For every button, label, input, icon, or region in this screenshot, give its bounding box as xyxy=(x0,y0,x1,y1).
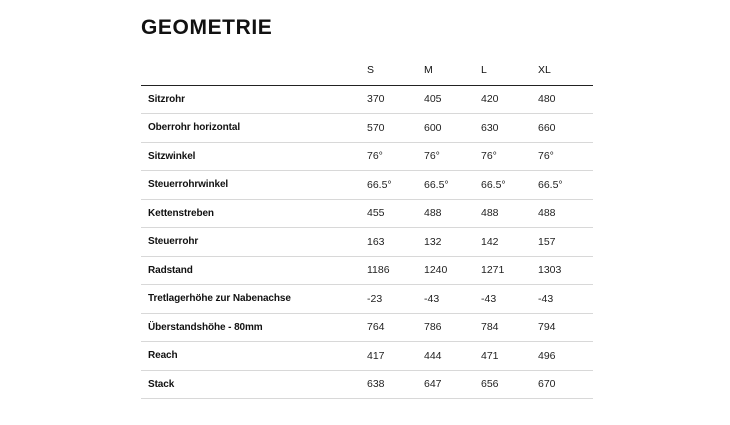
table-cell: 1303 xyxy=(538,264,562,277)
row-label: Radstand xyxy=(148,264,193,276)
column-header-xl: XL xyxy=(538,56,593,85)
row-label: Kettenstreben xyxy=(148,207,214,219)
table-cell: 66.5° xyxy=(481,178,506,191)
table-row xyxy=(141,370,593,399)
table-cell: 638 xyxy=(367,378,385,391)
table-cell: -23 xyxy=(367,292,383,305)
column-header-m: M xyxy=(424,56,481,85)
table-cell: 405 xyxy=(424,93,442,106)
table-cell: 66.5° xyxy=(424,178,449,191)
table-cell: 488 xyxy=(481,207,499,220)
table-row xyxy=(141,342,593,371)
table-cell: 1186 xyxy=(367,264,390,277)
table-cell: 630 xyxy=(481,121,499,134)
table-cell: 496 xyxy=(538,349,556,362)
table-cell: -43 xyxy=(481,292,497,305)
table-row xyxy=(141,142,593,171)
table-cell: 66.5° xyxy=(538,178,563,191)
table-cell: 455 xyxy=(367,207,385,220)
table-row xyxy=(141,285,593,314)
row-label: Tretlagerhöhe zur Nabenachse xyxy=(148,293,291,305)
table-row xyxy=(141,85,593,114)
row-label: Überstandshöhe - 80mm xyxy=(148,321,263,333)
table-cell: 570 xyxy=(367,121,385,134)
table-cell: 1271 xyxy=(481,264,505,277)
table-cell: 66.5° xyxy=(367,178,392,191)
row-label: Stack xyxy=(148,378,175,390)
table-row xyxy=(141,256,593,285)
table-row xyxy=(141,199,593,228)
table-cell: 76° xyxy=(481,150,497,163)
table-cell: 142 xyxy=(481,235,499,248)
table-cell: 660 xyxy=(538,121,556,134)
table-cell: -43 xyxy=(538,292,554,305)
page-title: GEOMETRIE xyxy=(141,16,273,39)
table-cell: 132 xyxy=(424,235,442,248)
table-row xyxy=(141,228,593,257)
row-label: Steuerrohrwinkel xyxy=(148,179,229,191)
table-cell: 488 xyxy=(538,207,556,220)
table-cell: -43 xyxy=(424,292,440,305)
table-row xyxy=(141,114,593,143)
row-label: Reach xyxy=(148,350,178,362)
table-cell: 786 xyxy=(424,321,442,334)
row-label: Sitzrohr xyxy=(148,93,185,105)
row-label: Oberrohr horizontal xyxy=(148,122,240,134)
table-cell: 656 xyxy=(481,378,499,391)
geometry-table xyxy=(141,56,593,399)
table-cell: 784 xyxy=(481,321,499,334)
table-cell: 600 xyxy=(424,121,442,134)
table-cell: 764 xyxy=(367,321,385,334)
table-header-row xyxy=(141,56,593,85)
table-cell: 76° xyxy=(424,150,440,163)
table-cell: 76° xyxy=(538,150,554,163)
column-header-s: S xyxy=(367,56,424,85)
table-cell: 370 xyxy=(367,93,385,106)
column-header-label xyxy=(141,56,367,85)
table-cell: 471 xyxy=(481,349,499,362)
table-cell: 794 xyxy=(538,321,556,334)
row-label: Sitzwinkel xyxy=(148,150,196,162)
table-cell: 444 xyxy=(424,349,442,362)
table-cell: 157 xyxy=(538,235,556,248)
table-cell: 1240 xyxy=(424,264,448,277)
table-cell: 488 xyxy=(424,207,442,220)
table-cell: 480 xyxy=(538,93,556,106)
table-cell: 647 xyxy=(424,378,442,391)
table-cell: 420 xyxy=(481,93,499,106)
table-cell: 417 xyxy=(367,349,385,362)
row-label: Steuerrohr xyxy=(148,236,199,248)
table-cell: 76° xyxy=(367,150,383,163)
column-header-l: L xyxy=(481,56,538,85)
table-cell: 670 xyxy=(538,378,556,391)
table-row xyxy=(141,171,593,200)
table-cell: 163 xyxy=(367,235,385,248)
table-row xyxy=(141,313,593,342)
